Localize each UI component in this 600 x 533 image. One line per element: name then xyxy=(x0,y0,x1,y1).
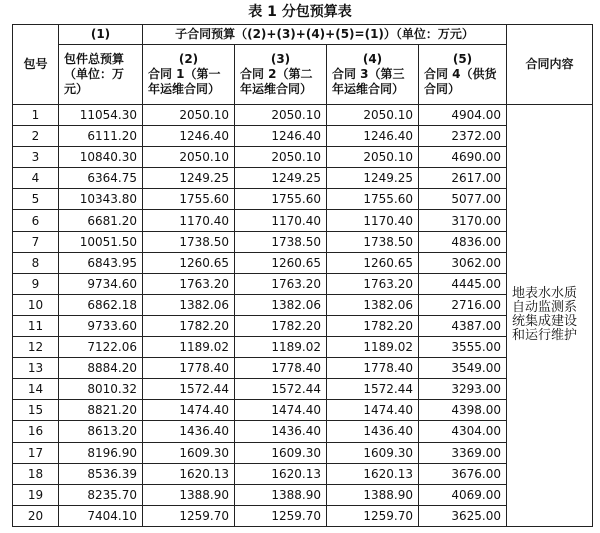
table-row xyxy=(13,105,593,126)
cell-contract-2: 1782.20 xyxy=(235,315,327,336)
cell-contract-3: 1778.40 xyxy=(327,358,419,379)
cell-contract-1: 1620.13 xyxy=(143,463,235,484)
cell-contract-4: 4690.00 xyxy=(419,147,507,168)
cell-package-id: 12 xyxy=(13,337,59,358)
cell-total-budget: 10051.50 xyxy=(59,231,143,252)
cell-package-id: 17 xyxy=(13,442,59,463)
header-col3 xyxy=(235,45,327,105)
cell-contract-3: 1189.02 xyxy=(327,337,419,358)
table-row xyxy=(13,463,593,484)
cell-contract-3: 1388.90 xyxy=(327,484,419,505)
table-title: 表 1 分包预算表 xyxy=(248,4,352,20)
cell-contract-4: 4904.00 xyxy=(419,105,507,126)
header-col4-num: (4) xyxy=(362,52,383,66)
header-bao-hao: 包号 xyxy=(13,25,59,105)
cell-contract-1: 1763.20 xyxy=(143,273,235,294)
header-col5-label: 合同 4（供货合同） xyxy=(424,67,497,96)
cell-package-id: 14 xyxy=(13,379,59,400)
cell-contract-3: 1763.20 xyxy=(327,273,419,294)
cell-total-budget: 6364.75 xyxy=(59,168,143,189)
cell-total-budget: 8536.39 xyxy=(59,463,143,484)
cell-total-budget: 6862.18 xyxy=(59,294,143,315)
cell-contract-3: 1782.20 xyxy=(327,315,419,336)
cell-contract-4: 5077.00 xyxy=(419,189,507,210)
cell-contract-3: 2050.10 xyxy=(327,105,419,126)
cell-contract-4: 3549.00 xyxy=(419,358,507,379)
cell-contract-4: 3555.00 xyxy=(419,337,507,358)
header-col1-label: 包件总预算（单位：万元） xyxy=(59,45,143,105)
header-col3-label: 合同 2（第二年运维合同） xyxy=(240,67,313,96)
cell-total-budget: 6111.20 xyxy=(59,126,143,147)
cell-contract-2: 1572.44 xyxy=(235,379,327,400)
table-body xyxy=(13,105,593,527)
cell-contract-1: 1778.40 xyxy=(143,358,235,379)
table-row xyxy=(13,168,593,189)
cell-contract-3: 1249.25 xyxy=(327,168,419,189)
table-row xyxy=(13,505,593,526)
cell-contract-1: 1382.06 xyxy=(143,294,235,315)
cell-contract-1: 1609.30 xyxy=(143,442,235,463)
table-row xyxy=(13,484,593,505)
cell-contract-2: 2050.10 xyxy=(235,105,327,126)
cell-contract-1: 1259.70 xyxy=(143,505,235,526)
cell-contract-content: 地表水水质自动监测系统集成建设和运行维护 xyxy=(507,105,593,527)
cell-total-budget: 7404.10 xyxy=(59,505,143,526)
cell-package-id: 11 xyxy=(13,315,59,336)
cell-contract-4: 3369.00 xyxy=(419,442,507,463)
cell-contract-2: 2050.10 xyxy=(235,147,327,168)
cell-contract-1: 1782.20 xyxy=(143,315,235,336)
cell-contract-2: 1249.25 xyxy=(235,168,327,189)
cell-contract-3: 1755.60 xyxy=(327,189,419,210)
header-col4 xyxy=(327,45,419,105)
cell-contract-2: 1246.40 xyxy=(235,126,327,147)
table-row xyxy=(13,379,593,400)
table-row xyxy=(13,442,593,463)
cell-contract-2: 1778.40 xyxy=(235,358,327,379)
table-row xyxy=(13,147,593,168)
cell-contract-4: 4304.00 xyxy=(419,421,507,442)
cell-package-id: 8 xyxy=(13,252,59,273)
cell-contract-4: 4387.00 xyxy=(419,315,507,336)
cell-total-budget: 8821.20 xyxy=(59,400,143,421)
cell-contract-4: 3062.00 xyxy=(419,252,507,273)
cell-contract-3: 1260.65 xyxy=(327,252,419,273)
cell-contract-3: 2050.10 xyxy=(327,147,419,168)
cell-total-budget: 8010.32 xyxy=(59,379,143,400)
cell-contract-1: 1436.40 xyxy=(143,421,235,442)
cell-contract-2: 1620.13 xyxy=(235,463,327,484)
cell-contract-4: 3625.00 xyxy=(419,505,507,526)
cell-contract-3: 1609.30 xyxy=(327,442,419,463)
cell-contract-2: 1170.40 xyxy=(235,210,327,231)
cell-contract-4: 4836.00 xyxy=(419,231,507,252)
cell-total-budget: 8196.90 xyxy=(59,442,143,463)
cell-contract-3: 1620.13 xyxy=(327,463,419,484)
cell-total-budget: 8613.20 xyxy=(59,421,143,442)
cell-package-id: 13 xyxy=(13,358,59,379)
cell-contract-1: 1260.65 xyxy=(143,252,235,273)
table-row xyxy=(13,126,593,147)
cell-contract-4: 4445.00 xyxy=(419,273,507,294)
cell-contract-1: 1170.40 xyxy=(143,210,235,231)
cell-contract-4: 2716.00 xyxy=(419,294,507,315)
cell-package-id: 15 xyxy=(13,400,59,421)
cell-contract-2: 1763.20 xyxy=(235,273,327,294)
table-row xyxy=(13,400,593,421)
table-row xyxy=(13,358,593,379)
cell-package-id: 6 xyxy=(13,210,59,231)
cell-contract-1: 1246.40 xyxy=(143,126,235,147)
cell-contract-1: 1249.25 xyxy=(143,168,235,189)
cell-package-id: 16 xyxy=(13,421,59,442)
cell-contract-2: 1259.70 xyxy=(235,505,327,526)
cell-contract-1: 2050.10 xyxy=(143,105,235,126)
cell-contract-4: 3293.00 xyxy=(419,379,507,400)
cell-package-id: 1 xyxy=(13,105,59,126)
header-col2-label: 合同 1（第一年运维合同） xyxy=(148,67,221,96)
table-row xyxy=(13,421,593,442)
cell-contract-2: 1382.06 xyxy=(235,294,327,315)
table-row xyxy=(13,315,593,336)
table-row xyxy=(13,252,593,273)
cell-total-budget: 9734.60 xyxy=(59,273,143,294)
table-row xyxy=(13,337,593,358)
header-col1-num: (1) xyxy=(59,25,143,45)
cell-contract-2: 1189.02 xyxy=(235,337,327,358)
cell-package-id: 7 xyxy=(13,231,59,252)
cell-total-budget: 6681.20 xyxy=(59,210,143,231)
budget-table xyxy=(12,24,593,527)
cell-package-id: 4 xyxy=(13,168,59,189)
cell-package-id: 10 xyxy=(13,294,59,315)
cell-contract-1: 1738.50 xyxy=(143,231,235,252)
cell-contract-1: 2050.10 xyxy=(143,147,235,168)
cell-contract-3: 1474.40 xyxy=(327,400,419,421)
table-row xyxy=(13,294,593,315)
cell-contract-4: 3170.00 xyxy=(419,210,507,231)
header-col3-num: (3) xyxy=(270,52,291,66)
cell-package-id: 3 xyxy=(13,147,59,168)
header-col2 xyxy=(143,45,235,105)
cell-contract-1: 1572.44 xyxy=(143,379,235,400)
cell-contract-2: 1738.50 xyxy=(235,231,327,252)
table-row xyxy=(13,231,593,252)
cell-package-id: 19 xyxy=(13,484,59,505)
cell-contract-4: 4069.00 xyxy=(419,484,507,505)
cell-contract-4: 2617.00 xyxy=(419,168,507,189)
cell-package-id: 2 xyxy=(13,126,59,147)
cell-total-budget: 11054.30 xyxy=(59,105,143,126)
cell-total-budget: 10840.30 xyxy=(59,147,143,168)
header-contract-content: 合同内容 xyxy=(507,25,593,105)
table-row xyxy=(13,273,593,294)
cell-contract-4: 4398.00 xyxy=(419,400,507,421)
header-sub-contract-group: 子合同预算（(2)+(3)+(4)+(5)=(1)）（单位：万元） xyxy=(143,25,507,45)
cell-contract-2: 1755.60 xyxy=(235,189,327,210)
cell-contract-2: 1436.40 xyxy=(235,421,327,442)
cell-contract-2: 1609.30 xyxy=(235,442,327,463)
cell-contract-3: 1436.40 xyxy=(327,421,419,442)
cell-total-budget: 7122.06 xyxy=(59,337,143,358)
cell-contract-3: 1259.70 xyxy=(327,505,419,526)
cell-contract-3: 1170.40 xyxy=(327,210,419,231)
table-row xyxy=(13,210,593,231)
cell-package-id: 9 xyxy=(13,273,59,294)
cell-contract-2: 1474.40 xyxy=(235,400,327,421)
cell-package-id: 18 xyxy=(13,463,59,484)
cell-contract-4: 3676.00 xyxy=(419,463,507,484)
cell-total-budget: 8884.20 xyxy=(59,358,143,379)
cell-contract-2: 1260.65 xyxy=(235,252,327,273)
cell-contract-2: 1388.90 xyxy=(235,484,327,505)
cell-total-budget: 6843.95 xyxy=(59,252,143,273)
cell-contract-3: 1572.44 xyxy=(327,379,419,400)
cell-package-id: 20 xyxy=(13,505,59,526)
cell-contract-4: 2372.00 xyxy=(419,126,507,147)
cell-total-budget: 8235.70 xyxy=(59,484,143,505)
header-col4-label: 合同 3（第三年运维合同） xyxy=(332,67,405,96)
cell-contract-3: 1382.06 xyxy=(327,294,419,315)
cell-contract-1: 1388.90 xyxy=(143,484,235,505)
cell-total-budget: 10343.80 xyxy=(59,189,143,210)
cell-package-id: 5 xyxy=(13,189,59,210)
cell-contract-1: 1755.60 xyxy=(143,189,235,210)
cell-contract-1: 1189.02 xyxy=(143,337,235,358)
header-col5 xyxy=(419,45,507,105)
cell-contract-1: 1474.40 xyxy=(143,400,235,421)
cell-contract-3: 1738.50 xyxy=(327,231,419,252)
header-col5-num: (5) xyxy=(452,52,473,66)
cell-contract-3: 1246.40 xyxy=(327,126,419,147)
table-row xyxy=(13,189,593,210)
header-col2-num: (2) xyxy=(178,52,199,66)
cell-total-budget: 9733.60 xyxy=(59,315,143,336)
